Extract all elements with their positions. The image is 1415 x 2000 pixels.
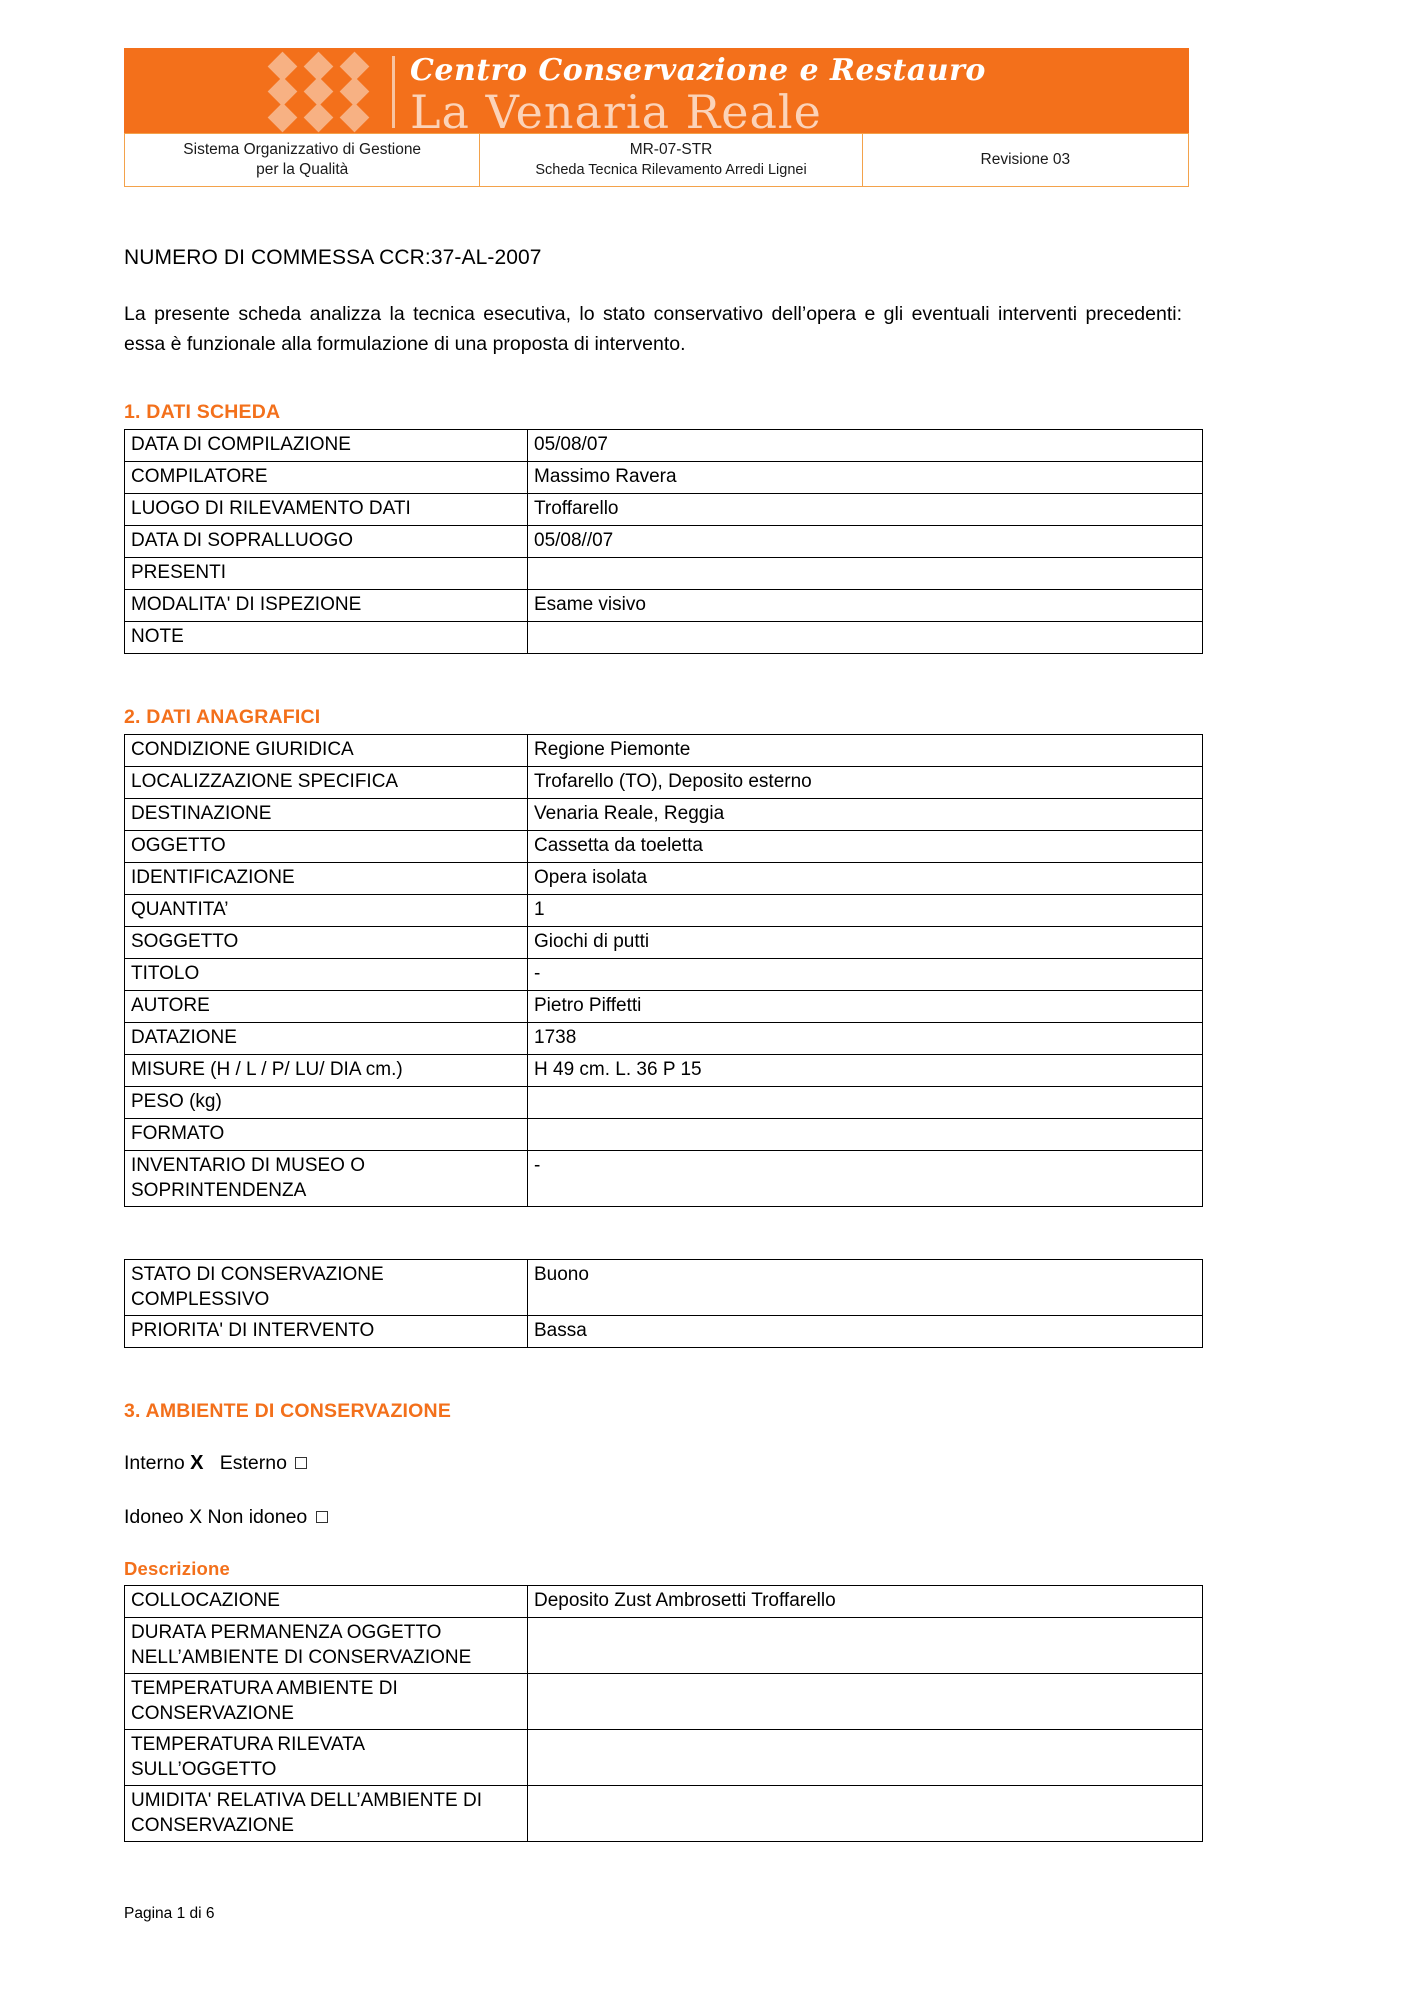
row-value[interactable]: Esame visivo: [528, 590, 1203, 622]
label-idoneo: Idoneo: [124, 1506, 184, 1528]
row-label: TITOLO: [125, 959, 528, 991]
row-value[interactable]: -: [528, 959, 1203, 991]
row-label: MODALITA' DI ISPEZIONE: [125, 590, 528, 622]
table-row: [125, 735, 1203, 767]
table-row: [125, 1151, 1203, 1207]
row-value[interactable]: 05/08//07: [528, 526, 1203, 558]
table-dati-scheda: [124, 429, 1203, 654]
checkline-interno-esterno: [124, 1450, 1194, 1476]
row-value[interactable]: Troffarello: [528, 494, 1203, 526]
banner-divider: [392, 56, 395, 128]
row-value[interactable]: [528, 622, 1203, 654]
row-label: DATA DI COMPILAZIONE: [125, 430, 528, 462]
table-row: [125, 895, 1203, 927]
table-row: [125, 622, 1203, 654]
document-code: MR-07-STR: [629, 141, 713, 158]
row-value[interactable]: Bassa: [528, 1316, 1203, 1348]
table-row: [125, 494, 1203, 526]
checkmark-idoneo[interactable]: X: [189, 1506, 203, 1528]
table-row: [125, 927, 1203, 959]
table-row: [125, 1260, 1203, 1316]
table-row: [125, 1674, 1203, 1730]
row-label: IDENTIFICAZIONE: [125, 863, 528, 895]
row-value[interactable]: H 49 cm. L. 36 P 15: [528, 1055, 1203, 1087]
row-label: PRIORITA' DI INTERVENTO: [125, 1316, 528, 1348]
row-label: STATO DI CONSERVAZIONE COMPLESSIVO: [125, 1260, 528, 1316]
table-row: [125, 831, 1203, 863]
checkbox-non-idoneo[interactable]: [316, 1511, 328, 1523]
table-row: [125, 1786, 1203, 1842]
row-label: LUOGO DI RILEVAMENTO DATI: [125, 494, 528, 526]
table-body-dati-scheda: [125, 430, 1203, 654]
row-value[interactable]: [528, 1618, 1203, 1674]
label-interno: Interno: [124, 1452, 185, 1474]
table-row: [125, 558, 1203, 590]
table-row: [125, 1316, 1203, 1348]
row-label: PRESENTI: [125, 558, 528, 590]
table-row: [125, 959, 1203, 991]
table-row: [125, 1023, 1203, 1055]
checkmark-interno[interactable]: X: [190, 1452, 204, 1474]
table-body-descrizione: [125, 1586, 1203, 1842]
row-value[interactable]: [528, 1730, 1203, 1786]
table-row: [125, 590, 1203, 622]
row-label: LOCALIZZAZIONE SPECIFICA: [125, 767, 528, 799]
row-label: DURATA PERMANENZA OGGETTO NELL’AMBIENTE DI CONSERVAZIONE: [125, 1618, 528, 1674]
table-row: [125, 134, 1189, 187]
table-stato-conservazione: [124, 1259, 1203, 1348]
header-cell-document-code: [480, 134, 862, 187]
table-body-dati-anagrafici: [125, 735, 1203, 1207]
table-row: [125, 462, 1203, 494]
table-row: [125, 430, 1203, 462]
row-label: TEMPERATURA AMBIENTE DI CONSERVAZIONE: [125, 1674, 528, 1730]
row-label: AUTORE: [125, 991, 528, 1023]
table-row: [125, 526, 1203, 558]
header-cell-revision: Revisione 03: [862, 134, 1188, 187]
row-label: MISURE (H / L / P/ LU/ DIA cm.): [125, 1055, 528, 1087]
row-value[interactable]: Opera isolata: [528, 863, 1203, 895]
table-body-stato-conservazione: [125, 1260, 1203, 1348]
row-value[interactable]: Deposito Zust Ambrosetti Troffarello: [528, 1586, 1203, 1618]
row-label: DATA DI SOPRALLUOGO: [125, 526, 528, 558]
row-label: INVENTARIO DI MUSEO O SOPRINTENDENZA: [125, 1151, 528, 1207]
row-label: UMIDITA' RELATIVA DELL’AMBIENTE DI CONSERVAZIONE: [125, 1786, 528, 1842]
table-row: [125, 863, 1203, 895]
diamond-grid-logo-icon: [264, 54, 372, 130]
table-row: [125, 799, 1203, 831]
row-value[interactable]: [528, 1087, 1203, 1119]
row-value[interactable]: 1738: [528, 1023, 1203, 1055]
table-row: [125, 1586, 1203, 1618]
table-descrizione: [124, 1585, 1203, 1842]
header-cell-quality-system: [125, 134, 480, 187]
row-value[interactable]: 05/08/07: [528, 430, 1203, 462]
row-label: OGGETTO: [125, 831, 528, 863]
table-row: [125, 1055, 1203, 1087]
row-value[interactable]: Regione Piemonte: [528, 735, 1203, 767]
label-non-idoneo: Non idoneo: [207, 1506, 308, 1528]
row-value[interactable]: [528, 1119, 1203, 1151]
row-value[interactable]: [528, 1674, 1203, 1730]
row-value[interactable]: Buono: [528, 1260, 1203, 1316]
table-row: [125, 991, 1203, 1023]
table-row: [125, 1618, 1203, 1674]
page-footer: Pagina 1 di 6: [124, 1905, 215, 1922]
row-value[interactable]: 1: [528, 895, 1203, 927]
brand-banner: [124, 48, 1189, 133]
document-body: [124, 245, 1194, 1842]
row-label: FORMATO: [125, 1119, 528, 1151]
checkbox-esterno[interactable]: [295, 1457, 307, 1469]
row-label: PESO (kg): [125, 1087, 528, 1119]
row-value[interactable]: Venaria Reale, Reggia: [528, 799, 1203, 831]
section-title-dati-anagrafici: 2. DATI ANAGRAFICI: [124, 706, 321, 728]
quality-system-line1: Sistema Organizzativo di Gestione: [183, 141, 422, 158]
row-label: COLLOCAZIONE: [125, 1586, 528, 1618]
banner-title-primary: Centro Conservazione e Restauro: [410, 53, 986, 88]
intro-paragraph: La presente scheda analizza la tecnica esecutiva, lo stato conservativo dell’opera e gli eventuali interventi precedenti: essa è funzionale alla formulazione di una proposta di intervento.: [124, 303, 1182, 355]
row-label: NOTE: [125, 622, 528, 654]
section-title-dati-scheda: 1. DATI SCHEDA: [124, 401, 281, 423]
row-value[interactable]: Cassetta da toeletta: [528, 831, 1203, 863]
label-esterno: Esterno: [219, 1452, 287, 1474]
row-value[interactable]: [528, 558, 1203, 590]
row-value[interactable]: Massimo Ravera: [528, 462, 1203, 494]
checkline-idoneo: [124, 1504, 1194, 1530]
row-label: TEMPERATURA RILEVATA SULL’OGGETTO: [125, 1730, 528, 1786]
banner-title-secondary: La Venaria Reale: [410, 85, 822, 133]
row-label: SOGGETTO: [125, 927, 528, 959]
row-label: QUANTITA’: [125, 895, 528, 927]
row-value[interactable]: Trofarello (TO), Deposito esterno: [528, 767, 1203, 799]
table-row: [125, 1119, 1203, 1151]
row-value[interactable]: -: [528, 1151, 1203, 1207]
table-row: [125, 1087, 1203, 1119]
section-title-ambiente-conservazione: 3. AMBIENTE DI CONSERVAZIONE: [124, 1400, 452, 1422]
row-value[interactable]: [528, 1786, 1203, 1842]
quality-system-line2: per la Qualità: [256, 161, 349, 178]
row-label: DATAZIONE: [125, 1023, 528, 1055]
table-row: [125, 767, 1203, 799]
row-label: CONDIZIONE GIURIDICA: [125, 735, 528, 767]
header-info-table: [124, 133, 1189, 187]
table-row: [125, 1730, 1203, 1786]
row-label: COMPILATORE: [125, 462, 528, 494]
section-title-descrizione: Descrizione: [124, 1558, 231, 1579]
row-label: DESTINAZIONE: [125, 799, 528, 831]
document-header: [124, 48, 1189, 187]
commessa-number: NUMERO DI COMMESSA CCR:37-AL-2007: [124, 246, 542, 269]
table-dati-anagrafici: [124, 734, 1203, 1207]
banner-text-block: [410, 48, 1110, 133]
row-value[interactable]: Pietro Piffetti: [528, 991, 1203, 1023]
document-subtitle: Scheda Tecnica Rilevamento Arredi Lignei: [535, 162, 807, 178]
row-value[interactable]: Giochi di putti: [528, 927, 1203, 959]
